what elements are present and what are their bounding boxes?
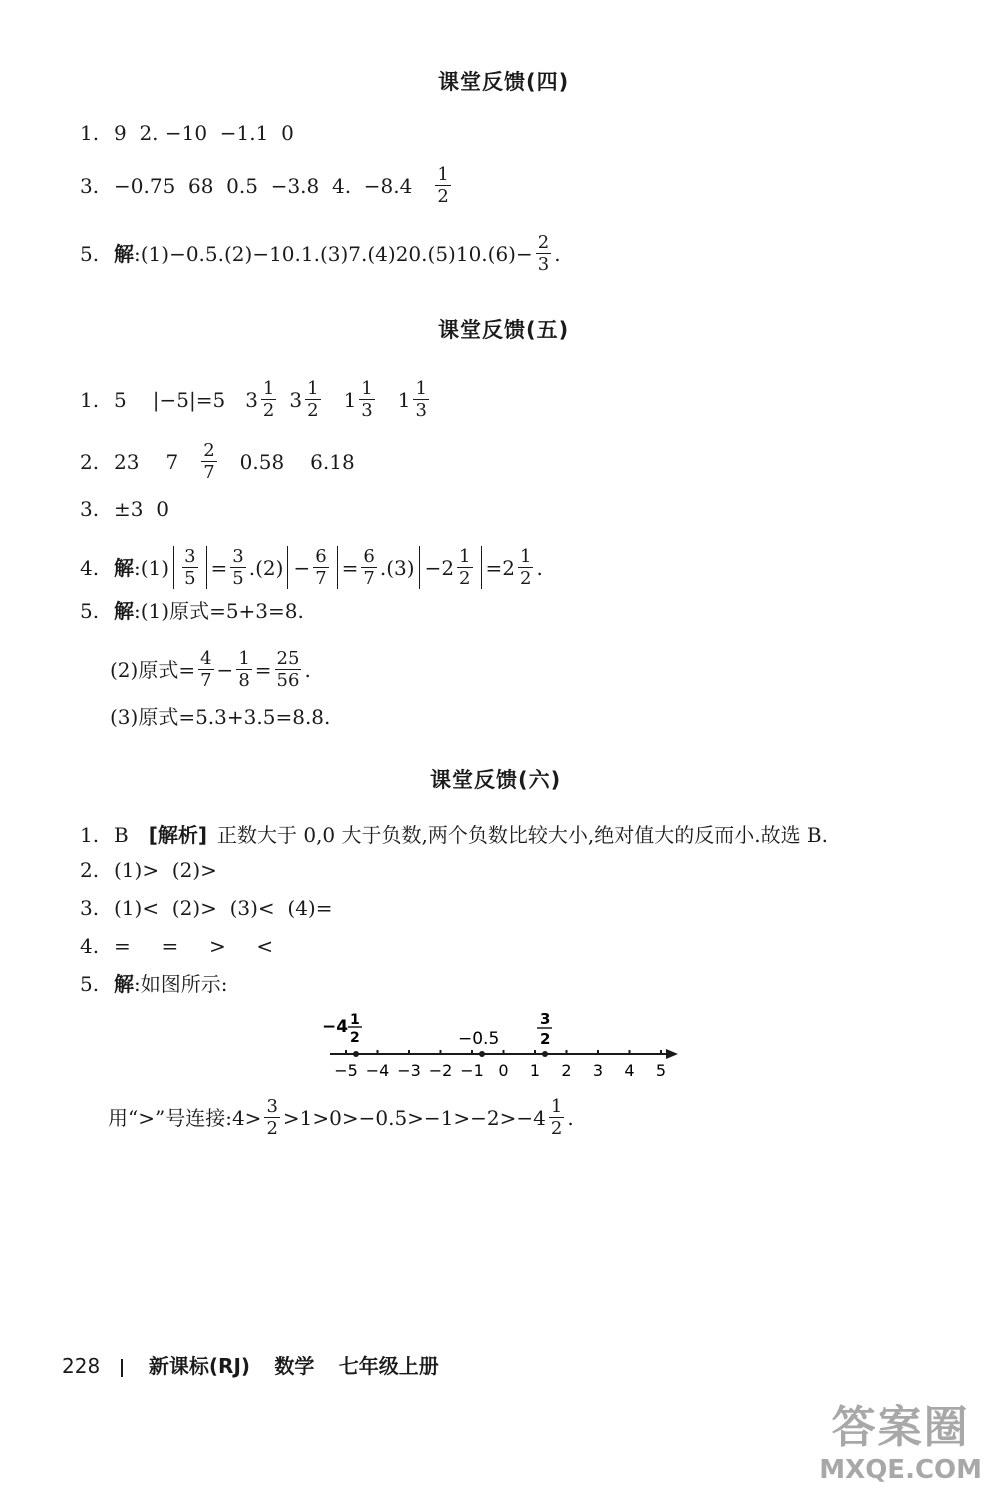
section-title-5: 课堂反馈(五) [438,318,570,342]
absolute-value [173,546,206,589]
s6-line-5 [80,971,227,997]
equals: = [254,657,272,682]
answer-text: 9 2. −10 −1.1 0 [114,121,294,145]
page-number: 228 [62,1354,101,1378]
answer-text: 6.18 [310,449,355,474]
watermark-url: MXQE.COM [819,1455,982,1485]
answer-text: (1)< (2)> (3)< (4)= [114,896,333,920]
item-number: 2. [80,449,100,474]
s6-line-6 [108,1096,574,1139]
label-neg-half: −0.5 [458,1029,500,1049]
fraction: $\frac{6}{7}$ [363,546,375,589]
tick-label-9: 4 [624,1061,635,1080]
s5-line-5 [80,598,304,624]
solution-label: 解 [114,241,134,266]
solution-label: 解 [114,555,134,580]
series-name: 新课标(RJ) [148,1354,251,1378]
label-neg-denominator: 2 [350,1030,360,1046]
fraction: $\frac{1}{2}$ [262,378,275,421]
item-number: 1. [80,387,100,412]
s4-line-3 [80,164,454,207]
s4-line-1 [80,120,294,146]
item-number: 3. [80,173,100,198]
page-footer [62,1350,457,1379]
whole-part: 3 [289,387,303,412]
tick-label-5: 0 [498,1061,509,1080]
tick-labels [334,1061,666,1080]
tick-label-3: −2 [428,1061,453,1080]
fraction: $\frac{1}{2}$ [437,164,449,207]
fraction: $\frac{25}{56}$ [276,648,300,691]
equals: = [210,555,228,580]
answer-text: :如图所示: [134,972,228,996]
tick-label-0: −5 [334,1061,358,1080]
s5-line-5b [110,648,311,691]
solution-label: 解 [114,972,134,996]
section-title-6: 课堂反馈(六) [430,768,562,792]
answer-text: ±3 0 [114,497,169,521]
period: . [567,1105,574,1130]
s4-line-5 [80,232,561,275]
item-number: 4. [80,555,100,580]
answer-text: :(1)原式=5+3=8. [134,599,304,623]
watermark [819,1391,982,1485]
answer-text: 正数大于 0,0 大于负数,两个负数比较大小,绝对值大的反而小.故选 B. [216,823,828,847]
fraction: $\frac{3}{5}$ [184,546,196,589]
answer-text: (2)原式= [110,657,196,682]
fraction: $\frac{1}{3}$ [415,378,427,421]
watermark-logo: 答案圈 [831,1402,970,1453]
minus: − [216,657,234,682]
section-title-4: 课堂反馈(四) [438,70,570,94]
item-number: 5. [80,972,100,996]
s6-line-4 [80,933,279,959]
fraction: $\frac{2}{7}$ [203,440,215,483]
answer-text: 23 [114,449,140,474]
period: . [536,555,543,580]
answer-text: 0.58 [239,449,285,474]
fraction: $\frac{1}{3}$ [361,378,373,421]
fraction: $\frac{1}{2}$ [459,546,471,589]
fraction: $\frac{2}{3}$ [537,232,550,275]
s5-line-1 [80,378,432,421]
answer-text: 5 [114,387,127,412]
answer-text: −0.75 68 0.5 −3.8 4. −8.4 [114,173,413,198]
label-pos-denominator: 2 [540,1030,551,1048]
tick-label-8: 3 [592,1061,604,1080]
absolute-value: −2 $\frac{1}{2}$ [419,546,482,589]
equals: = [341,555,359,580]
tick-label-7: 2 [561,1061,572,1080]
item-number: 1. [80,823,100,847]
divider [121,1359,123,1377]
period: . [304,657,311,682]
fraction: $\frac{1}{2}$ [307,378,319,421]
tick-label-2: −3 [397,1061,421,1080]
fraction: $\frac{1}{8}$ [238,648,250,691]
label-neg-whole: −4 [322,1017,349,1037]
answer-text: (1)> (2)> [114,858,217,882]
answer-text: = = > < [114,934,280,958]
answer-text: :(1)−0.5.(2)−10.1.(3)7.(4)20.(5)10.(6)− [134,241,533,266]
arrow-head [666,1049,678,1059]
answer-text: 用“>”号连接:4> [108,1105,262,1130]
fraction: $\frac{3}{5}$ [232,546,244,589]
whole-part: 1 [343,387,357,412]
tick-label-1: −4 [365,1061,390,1080]
fraction: $\frac{1}{2}$ [519,546,532,589]
tick-label-10: 5 [655,1061,667,1080]
point-3-over-2 [542,1051,548,1057]
fraction: $\frac{1}{2}$ [550,1096,563,1139]
s6-line-3 [80,895,333,921]
item-number: 5. [80,241,100,266]
fraction: $\frac{6}{7}$ [315,546,327,589]
absolute-value: − $\frac{6}{7}$ [287,546,337,589]
s5-line-2 [80,440,355,483]
period: . [554,241,561,266]
grade-name: 七年级上册 [338,1354,439,1378]
solution-label: 解 [114,599,134,623]
s5-line-3 [80,496,169,522]
equals: =2 [485,555,515,580]
s6-line-1 [80,822,828,848]
item-number: 4. [80,934,100,958]
s5-line-5c [110,704,330,730]
item-number: 3. [80,497,100,521]
item-number: 2. [80,858,100,882]
answer-text: :(1) [134,555,170,580]
whole-part: 3 [245,387,258,412]
answer-text: .(2) [248,555,284,580]
fraction: $\frac{4}{7}$ [200,648,212,691]
point-neg-0-5 [479,1051,485,1057]
item-number: 5. [80,599,100,623]
whole-part: 1 [397,387,411,412]
subject-name: 数学 [274,1354,315,1378]
answer-text: >1>0>−0.5>−1>−2>−4 [282,1105,546,1130]
s6-line-2 [80,857,217,883]
item-number: 3. [80,896,100,920]
item-number: 1. [80,121,100,145]
analysis-tag: [解析] [148,823,207,847]
tick-label-6: 1 [529,1061,541,1080]
fraction: $\frac{3}{2}$ [266,1096,278,1139]
answer-text: |−5|=5 [152,387,226,412]
point-neg-4-half [353,1051,359,1057]
answer-text: 7 [165,449,179,474]
label-neg-numerator: 1 [350,1012,360,1028]
answer-text: B [114,823,129,847]
tick-label-4: −1 [460,1061,484,1080]
answer-text: (3)原式=5.3+3.5=8.8. [110,705,331,729]
s5-line-4 [80,546,543,589]
label-pos-numerator: 3 [540,1010,551,1028]
answer-text: .(3) [379,555,415,580]
number-line [310,1008,690,1084]
